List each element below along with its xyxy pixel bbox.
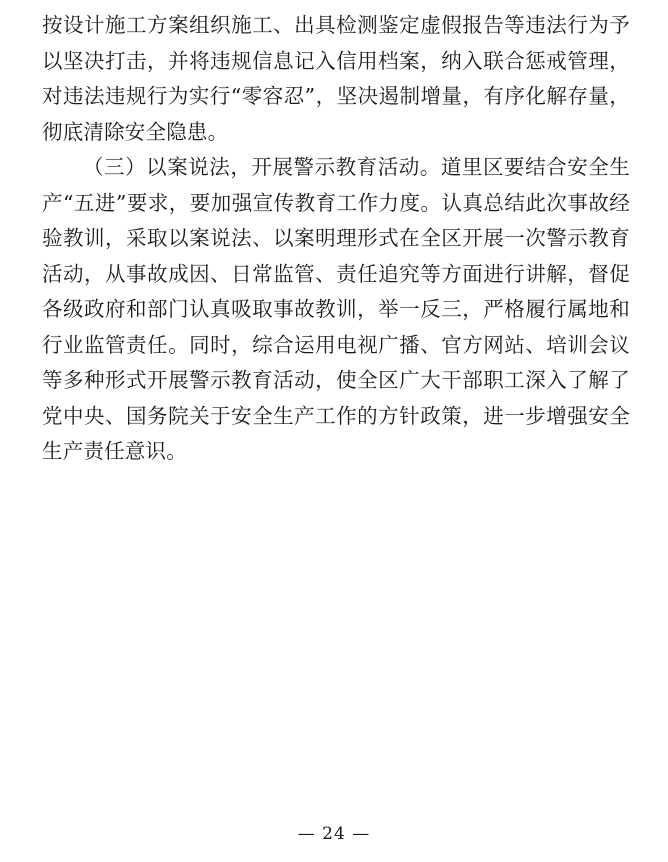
document-body bbox=[42, 8, 630, 470]
page-number-footer: — 24 — bbox=[297, 824, 371, 844]
paragraph-section-three: （三）以案说法，开展警示教育活动。道里区要结合安全生产“五进”要求，要加强宣传教育工作力度。认真总结此次事故经验教训，采取以案说法、以案明理形式在全区开展一次警示教育活动，从事故成因、日常监管、责任追究等方面进行讲解，督促各级政府和部门认真吸取事故教训，举一反三，严格履行属地和行业监管责任。同时，综合运用电视广播、官方网站、培训会议等多种形式开展警示教育活动，使全区广大干部职工深入了解了党中央、国务院关于安全生产工作的方针政策，进一步增强安全生产责任意识。 bbox=[42, 155, 630, 463]
paragraph-continuation: 按设计施工方案组织施工、出具检测鉴定虚假报告等违法行为予以坚决打击，并将违规信息记入信用档案，纳入联合惩戒管理，对违法违规行为实行“零容忍”，坚决遏制增量，有序化解存量，彻底清除安全隐患。 bbox=[42, 13, 630, 144]
